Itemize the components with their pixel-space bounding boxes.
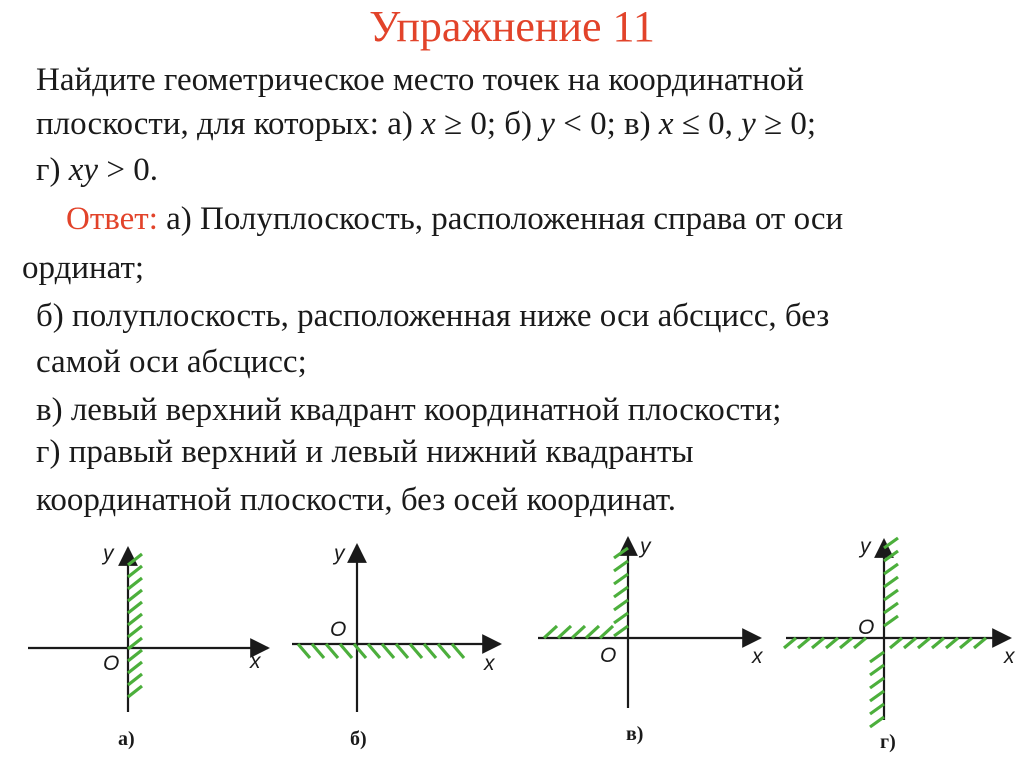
figure-b-caption: б) bbox=[350, 728, 367, 750]
figure-b-x-label: x bbox=[484, 652, 495, 675]
hatch-stroke bbox=[614, 613, 628, 623]
hatch-stroke bbox=[884, 538, 898, 548]
hatch-stroke bbox=[904, 638, 916, 648]
figure-c-caption: в) bbox=[626, 723, 644, 745]
figure-a-hatching bbox=[128, 554, 142, 697]
figure-d bbox=[784, 535, 1016, 753]
hatch-stroke bbox=[128, 602, 142, 613]
hatch-stroke bbox=[128, 578, 142, 589]
hatch-stroke bbox=[854, 638, 866, 648]
slide-title: Упражнение 11 bbox=[369, 2, 655, 51]
hatch-stroke bbox=[960, 638, 972, 648]
hatch-stroke bbox=[870, 704, 884, 714]
answer-b-line-2: самой оси абсцисс; bbox=[36, 344, 307, 380]
hatch-stroke bbox=[128, 674, 142, 685]
answer-b-line-1: б) полуплоскость, расположенная ниже оси абсцисс, без bbox=[36, 298, 830, 334]
hatch-stroke bbox=[128, 650, 142, 661]
hatch-stroke bbox=[128, 554, 142, 565]
hatch-stroke bbox=[614, 587, 628, 597]
figure-b bbox=[292, 542, 500, 750]
figure-d-x-label: x bbox=[1004, 645, 1015, 668]
hatch-stroke bbox=[128, 626, 142, 637]
hatch-stroke bbox=[544, 626, 557, 638]
hatch-stroke bbox=[128, 686, 142, 697]
hatch-stroke bbox=[974, 638, 986, 648]
hatch-stroke bbox=[614, 548, 628, 558]
hatch-stroke bbox=[884, 603, 898, 613]
hatch-stroke bbox=[298, 644, 310, 658]
hatch-stroke bbox=[128, 614, 142, 625]
hatch-stroke bbox=[890, 638, 902, 648]
hatch-stroke bbox=[382, 644, 394, 658]
hatch-stroke bbox=[840, 638, 852, 648]
hatch-stroke bbox=[572, 626, 585, 638]
hatch-stroke bbox=[812, 638, 824, 648]
figure-a-origin-label: O bbox=[103, 652, 120, 675]
hatch-stroke bbox=[826, 638, 838, 648]
hatch-stroke bbox=[614, 561, 628, 571]
figure-a-caption: а) bbox=[118, 728, 135, 750]
hatch-stroke bbox=[884, 564, 898, 574]
hatch-stroke bbox=[870, 691, 884, 701]
answer-d-line-2: координатной плоскости, без осей координат. bbox=[36, 482, 676, 518]
hatch-stroke bbox=[600, 626, 613, 638]
hatch-stroke bbox=[784, 638, 796, 648]
answer-a-line-1: Ответ: а) Полуплоскость, расположенная справа от оси bbox=[66, 201, 844, 237]
hatch-stroke bbox=[340, 644, 352, 658]
hatch-stroke bbox=[798, 638, 810, 648]
hatch-stroke bbox=[128, 590, 142, 601]
hatch-stroke bbox=[946, 638, 958, 648]
problem-line-1: Найдите геометрическое место точек на координатной bbox=[36, 62, 804, 98]
figure-d-caption: г) bbox=[880, 731, 896, 753]
hatch-stroke bbox=[586, 626, 599, 638]
hatch-stroke bbox=[614, 574, 628, 584]
figure-d-origin-label: O bbox=[858, 616, 875, 639]
problem-line-2: плоскости, для которых: а) x ≥ 0; б) y < 0; в) x ≤ 0, y ≥ 0; bbox=[36, 106, 817, 142]
figure-d-y-label: y bbox=[860, 535, 871, 558]
hatch-stroke bbox=[614, 626, 628, 636]
hatch-stroke bbox=[452, 644, 464, 658]
hatch-stroke bbox=[558, 626, 571, 638]
figure-b-y-label: y bbox=[334, 542, 345, 565]
figure-c-hatching bbox=[544, 548, 628, 638]
hatch-stroke bbox=[354, 644, 366, 658]
hatch-stroke bbox=[932, 638, 944, 648]
hatch-stroke bbox=[884, 551, 898, 561]
answer-a-line-2: ординат; bbox=[22, 250, 145, 286]
figure-c bbox=[538, 535, 764, 745]
hatch-stroke bbox=[410, 644, 422, 658]
hatch-stroke bbox=[870, 717, 884, 727]
problem-line-3: г) xy > 0. bbox=[36, 152, 158, 188]
hatch-stroke bbox=[870, 665, 884, 675]
figure-a bbox=[28, 542, 268, 750]
hatch-stroke bbox=[396, 644, 408, 658]
hatch-stroke bbox=[884, 616, 898, 626]
hatch-stroke bbox=[870, 652, 884, 662]
answer-c-line: в) левый верхний квадрант координатной плоскости; bbox=[36, 392, 782, 428]
hatch-stroke bbox=[368, 644, 380, 658]
figure-c-origin-label: O bbox=[600, 644, 617, 667]
figure-a-y-label: y bbox=[103, 542, 114, 565]
figure-a-x-label: x bbox=[250, 650, 261, 673]
hatch-stroke bbox=[128, 566, 142, 577]
figure-b-hatching bbox=[298, 644, 464, 658]
figure-c-y-label: y bbox=[640, 535, 651, 558]
hatch-stroke bbox=[438, 644, 450, 658]
figure-b-origin-label: O bbox=[330, 618, 347, 641]
hatch-stroke bbox=[326, 644, 338, 658]
hatch-stroke bbox=[918, 638, 930, 648]
hatch-stroke bbox=[870, 678, 884, 688]
hatch-stroke bbox=[884, 577, 898, 587]
hatch-stroke bbox=[128, 662, 142, 673]
figure-c-x-label: x bbox=[752, 645, 763, 668]
hatch-stroke bbox=[884, 590, 898, 600]
answer-label: Ответ: bbox=[66, 201, 158, 237]
hatch-stroke bbox=[424, 644, 436, 658]
answer-d-line-1: г) правый верхний и левый нижний квадранты bbox=[36, 434, 694, 470]
hatch-stroke bbox=[614, 600, 628, 610]
hatch-stroke bbox=[312, 644, 324, 658]
